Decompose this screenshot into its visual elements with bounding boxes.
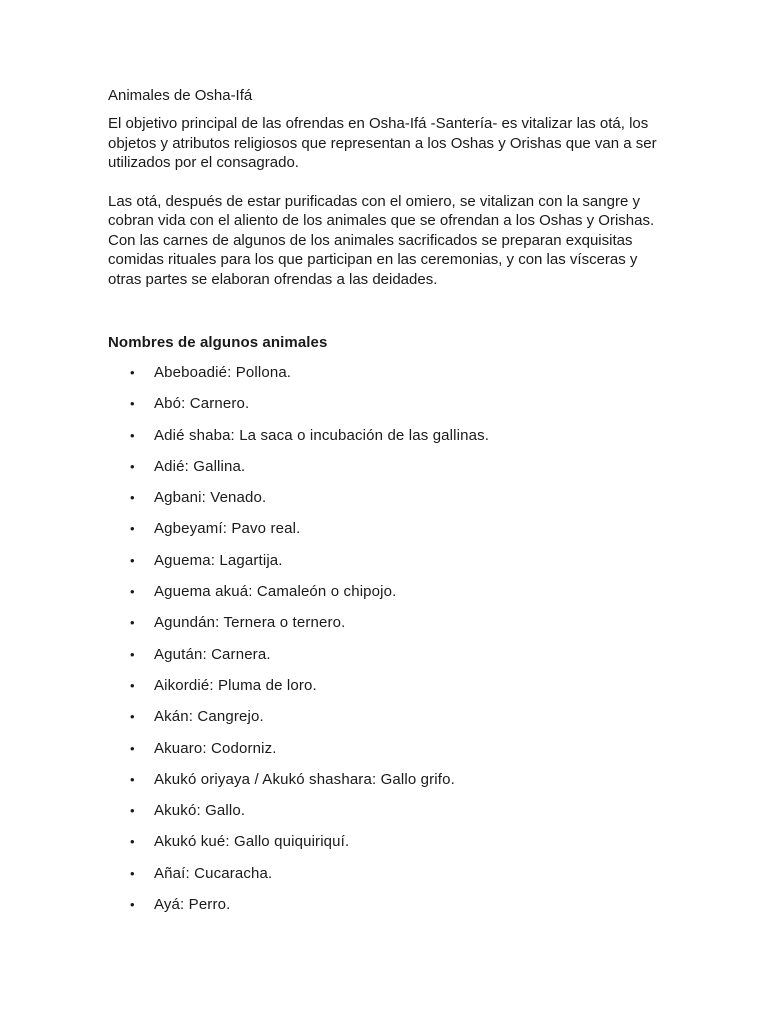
bullet-icon: • [130, 427, 135, 443]
bullet-icon: • [130, 709, 135, 725]
list-item-text: Akukó kué: Gallo quiquiriquí. [154, 833, 350, 851]
bullet-icon: • [130, 897, 135, 913]
list-item [108, 576, 668, 607]
list-item [108, 545, 668, 576]
list-item-text: Agután: Carnera. [154, 645, 271, 663]
list-item [108, 639, 668, 670]
body-paragraph: Las otá, después de estar purificadas con el omiero, se vitalizan con la sangre y cobran vida con el aliento de los animales que se ofrendan a los Oshas y Orishas. Con las carnes de algunos de los animales sacrificados se preparan exquisitas comidas rituales para los que participan en las ceremonias, y con las vísceras y otras partes se elaboran ofrendas a las deidades. [108, 192, 655, 288]
list-item-text: Agbeyamí: Pavo real. [154, 520, 301, 538]
list-item-text: Aguema: Lagartija. [154, 551, 283, 569]
list-item-text: Adié: Gallina. [154, 457, 246, 475]
list-item [108, 420, 668, 451]
list-item-text: Aguema akuá: Camaleón o chipojo. [154, 583, 397, 601]
list-item-text: Akuaro: Codorniz. [154, 739, 277, 757]
list-item-text: Adié shaba: La saca o incubación de las gallinas. [154, 426, 490, 444]
list-item-text: Akukó: Gallo. [154, 802, 246, 820]
bullet-icon: • [130, 646, 135, 662]
bullet-icon: • [130, 771, 135, 787]
bullet-icon: • [130, 490, 135, 506]
list-item [108, 795, 668, 826]
list-item-text: Abeboadié: Pollona. [154, 364, 292, 381]
list-item [108, 482, 668, 513]
list-item [108, 357, 668, 388]
bullet-icon: • [130, 584, 135, 600]
bullet-icon: • [130, 834, 135, 850]
bullet-icon: • [130, 803, 135, 819]
bullet-icon: • [130, 458, 135, 474]
list-item [108, 513, 668, 544]
bullet-icon: • [130, 396, 135, 412]
document-body [108, 86, 668, 920]
list-item [108, 670, 668, 701]
list-item-text: Agbani: Venado. [154, 489, 267, 507]
list-item [108, 701, 668, 732]
list-item-text: Aikordié: Pluma de loro. [154, 676, 317, 694]
list-item-text: Akukó oriyaya / Akukó shashara: Gallo grifo. [154, 770, 455, 788]
bullet-icon: • [130, 521, 135, 537]
list-item [108, 858, 668, 889]
bullet-icon: • [130, 552, 135, 568]
list-item-text: Akán: Cangrejo. [154, 708, 264, 726]
list-item [108, 451, 668, 482]
bullet-icon: • [130, 865, 135, 881]
list-item [108, 889, 668, 920]
list-item-text: Agundán: Ternera o ternero. [154, 614, 346, 632]
bullet-icon: • [130, 615, 135, 631]
list-item [108, 764, 668, 795]
bullet-icon: • [130, 365, 135, 380]
document-title: Animales de Osha-Ifá [108, 87, 253, 104]
list-item [108, 733, 668, 764]
list-item-text: Ayá: Perro. [154, 896, 231, 914]
list-item [108, 388, 668, 419]
list-item-text: Añaí: Cucaracha. [154, 864, 273, 882]
list-item-text: Abó: Carnero. [154, 395, 250, 413]
intro-paragraph: El objetivo principal de las ofrendas en Osha-Ifá -Santería- es vitalizar las otá, los objetos y atributos religiosos que representan a los Oshas y Orishas que van a ser utilizados por el consagrado. [108, 115, 657, 171]
section-heading: Nombres de algunos animales [108, 334, 328, 351]
list-item [108, 607, 668, 638]
bullet-icon: • [130, 740, 135, 756]
list-item [108, 826, 668, 857]
bullet-icon: • [130, 677, 135, 693]
animal-list [108, 357, 668, 920]
